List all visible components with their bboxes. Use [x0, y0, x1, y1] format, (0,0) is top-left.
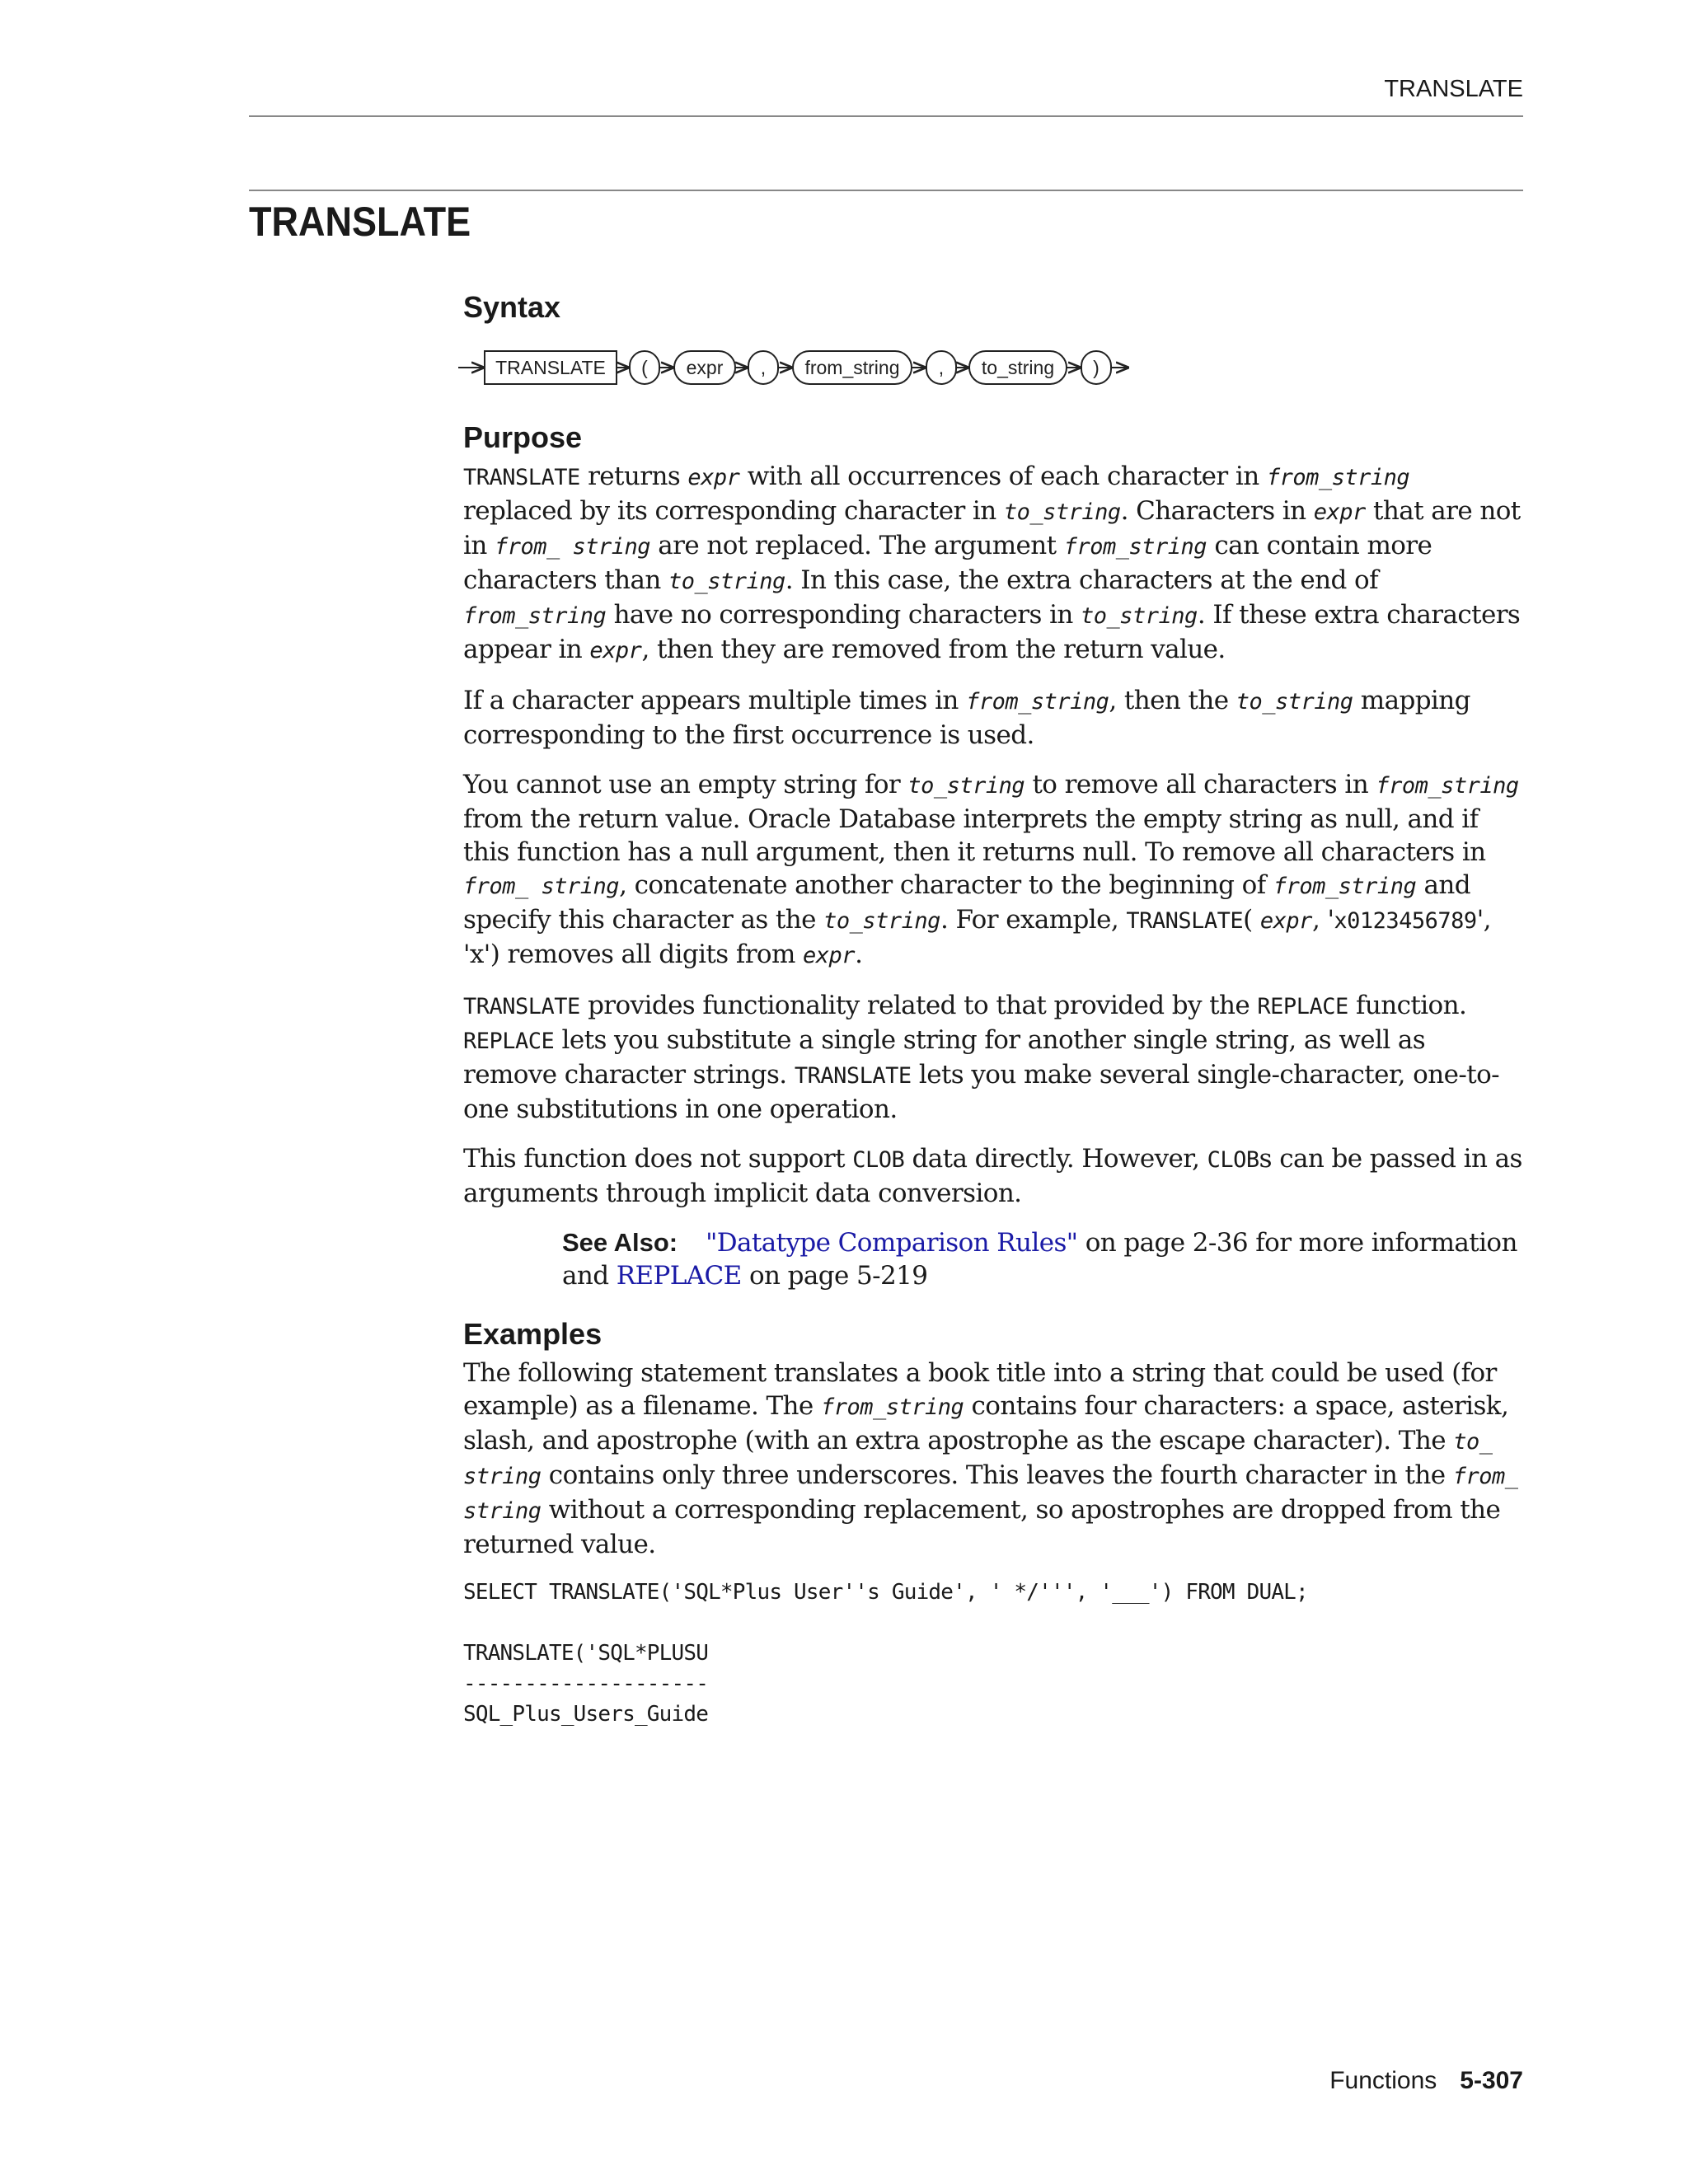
purpose-paragraph-2: If a character appears multiple times in from_string, then the to_string mapping corresponding to the first occurrence is used.	[463, 686, 1470, 750]
syntax-token-expr: expr	[686, 357, 724, 378]
purpose-paragraph-5: This function does not support CLOB data directly. However, CLOBs can be passed in as arguments through implicit data conversion.	[463, 1144, 1522, 1208]
syntax-diagram	[455, 343, 1213, 392]
title-rule	[249, 190, 1523, 191]
examples-heading: Examples	[463, 1317, 603, 1351]
syntax-token-to-string: to_string	[981, 357, 1055, 378]
syntax-token-from-string: from_string	[804, 357, 900, 378]
syntax-token-translate: TRANSLATE	[495, 357, 606, 378]
main-content	[463, 290, 1523, 1730]
datatype-comparison-rules-link[interactable]: "Datatype Comparison Rules"	[706, 1228, 1078, 1258]
purpose-heading: Purpose	[463, 420, 583, 454]
examples-paragraph: The following statement translates a book title into a string that could be used (for example) as a filename. The from_string contains four characters: a space, asterisk, slash, and apostrophe (with an extra apostrophe as the escape character). The to_ string contains only three underscores. This leaves the fourth character in the from_ string without a corresponding replacement, so apostrophes are dropped from the returned value.	[463, 1358, 1518, 1559]
replace-link[interactable]: REPLACE	[616, 1261, 742, 1291]
purpose-paragraph-1: TRANSLATE returns expr with all occurrences of each character in from_string replaced by its corresponding character in to_string. Characters in expr that are not in from_ string are not replaced. The argument from_string can contain more characters than to_string. In this case, the extra characters at the end of from_string have no corresponding characters in to_string. If these extra characters appear in expr, then they are removed from the return value.	[463, 462, 1521, 664]
see-also-note: See Also: "Datatype Comparison Rules" on page 2-36 for more information and REPLACE on page 5-219	[562, 1228, 1517, 1291]
purpose-paragraph-4: TRANSLATE provides functionality related to that provided by the REPLACE function. REPLACE lets you substitute a single string for another single string, as well as remove character strings. TRANSLATE lets you make several single-character, one-to-one substitutions in one operation.	[463, 991, 1500, 1124]
syntax-token-comma: ,	[938, 357, 945, 378]
syntax-token-close-paren: )	[1093, 357, 1100, 378]
page-title: TRANSLATE	[249, 199, 471, 245]
running-header: TRANSLATE	[1384, 76, 1523, 102]
syntax-token-open-paren: (	[641, 357, 648, 378]
syntax-heading: Syntax	[463, 290, 561, 324]
footer-page-number: 5-307	[1460, 2067, 1523, 2094]
purpose-paragraph-3: You cannot use an empty string for to_string to remove all characters in from_string from the return value. Oracle Database interprets the empty string as null, and if this function has a null argument, then it returns null. To remove all characters in from_ string, concatenate another character to the beginning of from_string and specify this character as the to_string. For example, TRANSLATE( expr, 'x0123456789', 'x') removes all digits from expr.	[463, 770, 1519, 969]
page-footer	[1329, 2067, 1523, 2095]
syntax-token-comma: ,	[760, 357, 767, 378]
header-rule	[249, 115, 1523, 117]
footer-section: Functions	[1329, 2067, 1437, 2094]
see-also-label: See Also:	[562, 1228, 678, 1257]
example-code-block: SELECT TRANSLATE('SQL*Plus User''s Guide', ' */''', '___') FROM DUAL; TRANSLATE('SQL*PLUSU -------------------- SQL_Plus_Users_Guide	[463, 1580, 1308, 1727]
